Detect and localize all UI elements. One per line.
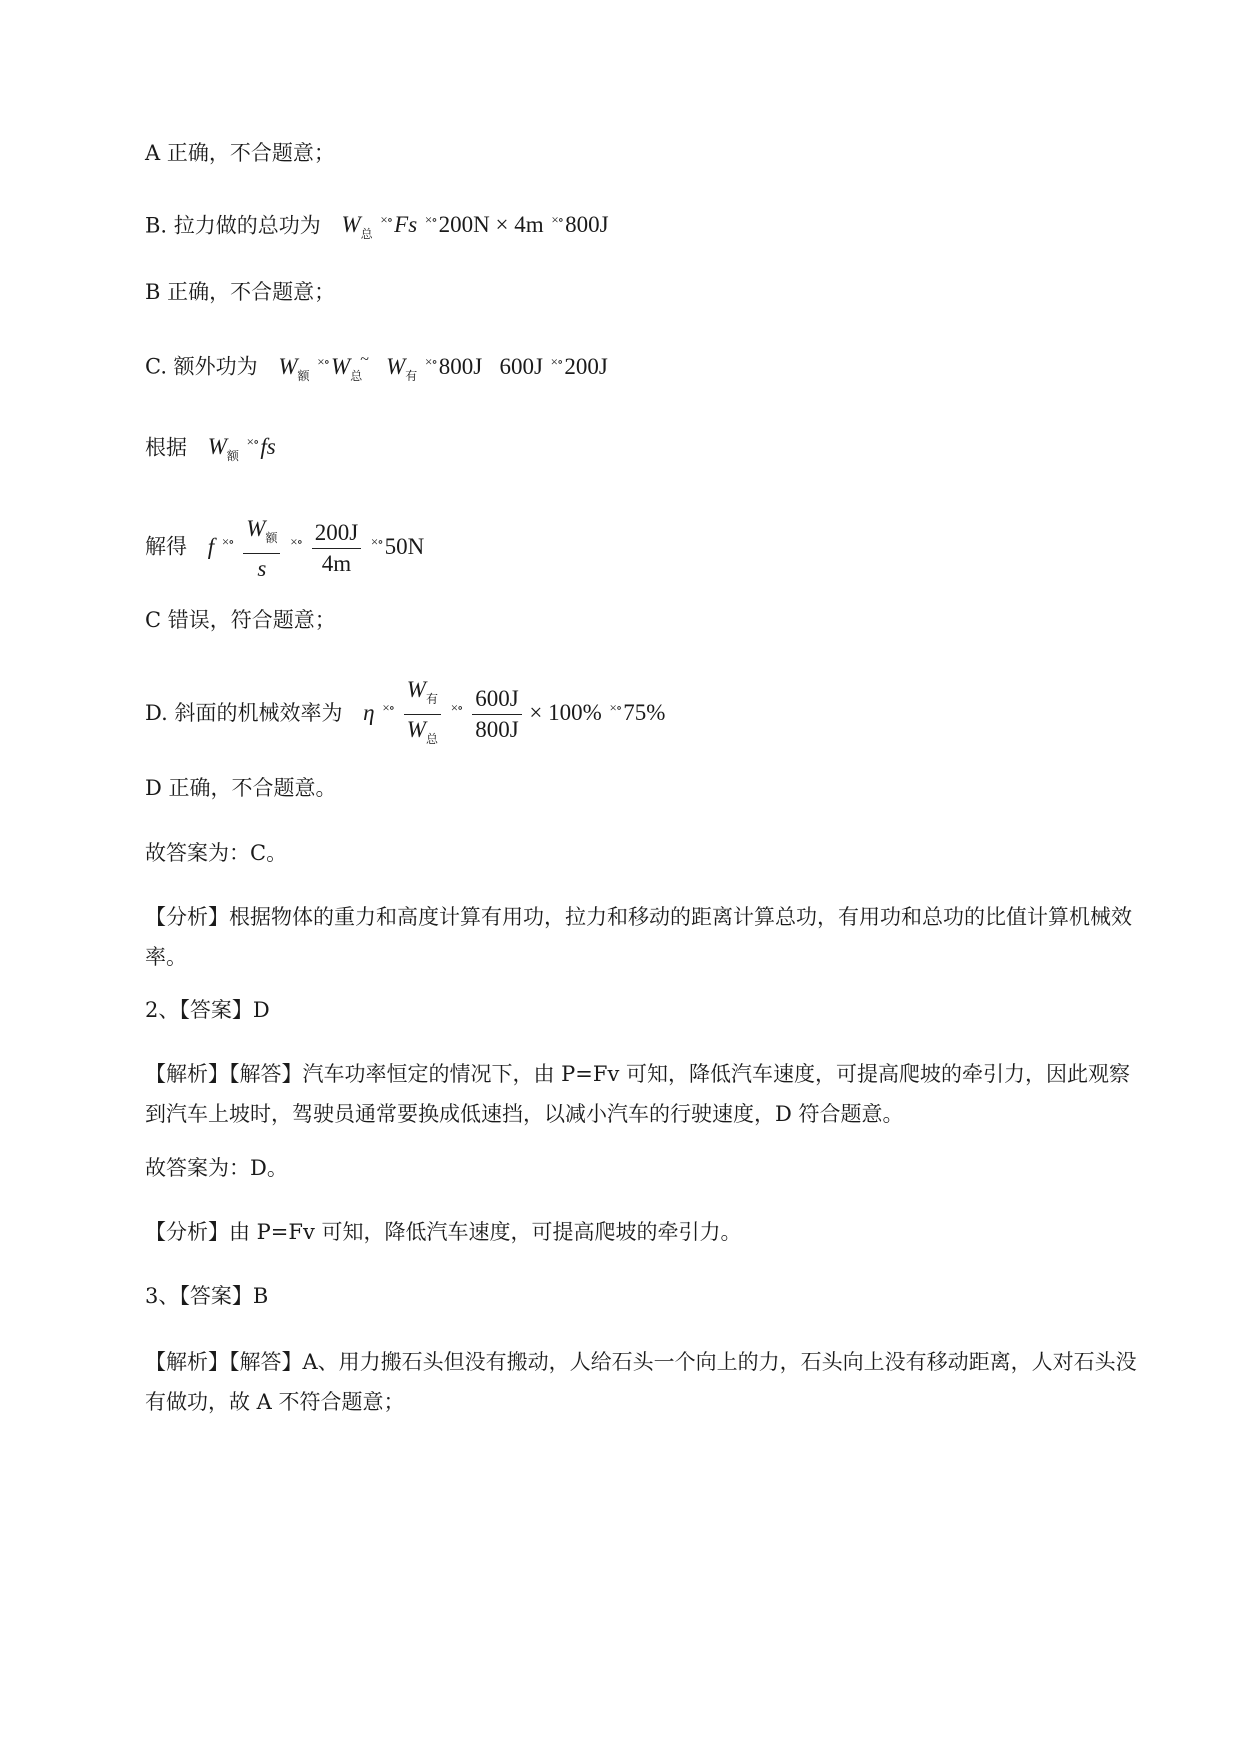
equation-line-extra-work: [145, 340, 1145, 396]
equation-line-friction-relation: [145, 422, 1145, 476]
equation-line-total-work: [145, 200, 1145, 254]
paragraph-q2-explanation: 【解析】【解答】汽车功率恒定的情况下，由 P=Fv 可知，降低汽车速度，可提高爬坡的牵引力，因此观察到汽车上坡时，驾驶员通常要换成低速挡，以减小汽车的行驶速度，D 符合题意。: [145, 1062, 1131, 1126]
text-line-b-correct: B 正确，不合题意；: [145, 280, 336, 304]
fraction-600j-over-800j: $\frac{600J}{800J}$: [472, 684, 521, 745]
label-total-work: B. 拉力做的总功为: [145, 213, 321, 238]
fraction-w-over-s: $\frac{W_额}{s}$: [243, 514, 280, 584]
paragraph-q3-explanation: 【解析】【解答】A、用力搬石头但没有搬动，人给石头一个向上的力，石头向上没有移动距离，人对石头没有做功，故 A 不符合题意；: [145, 1350, 1137, 1414]
fraction-useful-over-total: $\frac{W_有}{W_总}$: [404, 675, 441, 754]
text-line-d-correct: D 正确，不合题意。: [145, 776, 337, 800]
equation-total-work: $W_总$ ×∘Fs ×∘200N × 4m ×∘800J: [341, 212, 609, 241]
fraction-200j-over-4m: $\frac{200J}{4m}$: [312, 518, 361, 579]
label-efficiency: D. 斜面的机械效率为: [145, 701, 343, 725]
text-line-q2-answer: 2、【答案】D: [145, 998, 270, 1022]
text-line-q3-answer: 3、【答案】B: [145, 1284, 269, 1308]
text-line-answer-c: 故答案为：C。: [145, 841, 288, 865]
text-line-a-correct: A 正确，不合题意；: [145, 141, 335, 165]
label-extra-work: C. 额外功为: [145, 354, 258, 379]
equation-line-efficiency: [145, 675, 1145, 754]
paragraph-analysis-1: 【分析】根据物体的重力和高度计算有用功，拉力和移动的距离计算总功，有用功和总功的比值计算机械效率。: [145, 905, 1132, 969]
label-according-to: 根据: [145, 435, 187, 460]
equation-efficiency: η ×∘ $\frac{W_有}{W_总}$ ×∘ $\frac{600J}{800J}$ × 100% ×∘75%: [363, 675, 665, 754]
equation-line-solve-friction: [145, 512, 1145, 584]
text-line-answer-d: 故答案为：D。: [145, 1156, 288, 1180]
equation-friction-work: $W_额$ ×∘fs: [207, 434, 276, 463]
label-solve: 解得: [145, 534, 187, 559]
equation-friction-solution: f ×∘ $\frac{W_额}{s}$ ×∘ $\frac{200J}{4m}$ ×∘50N: [208, 512, 425, 584]
text-line-c-wrong: C 错误，符合题意；: [145, 608, 336, 632]
paragraph-analysis-2: 【分析】由 P=Fv 可知，降低汽车速度，可提高爬坡的牵引力。: [145, 1220, 742, 1244]
equation-extra-work: $W_额$ $^{\times\circ}W_总^\sim$ $W_有$ ×∘800J 600J ×∘200J: [278, 351, 608, 383]
